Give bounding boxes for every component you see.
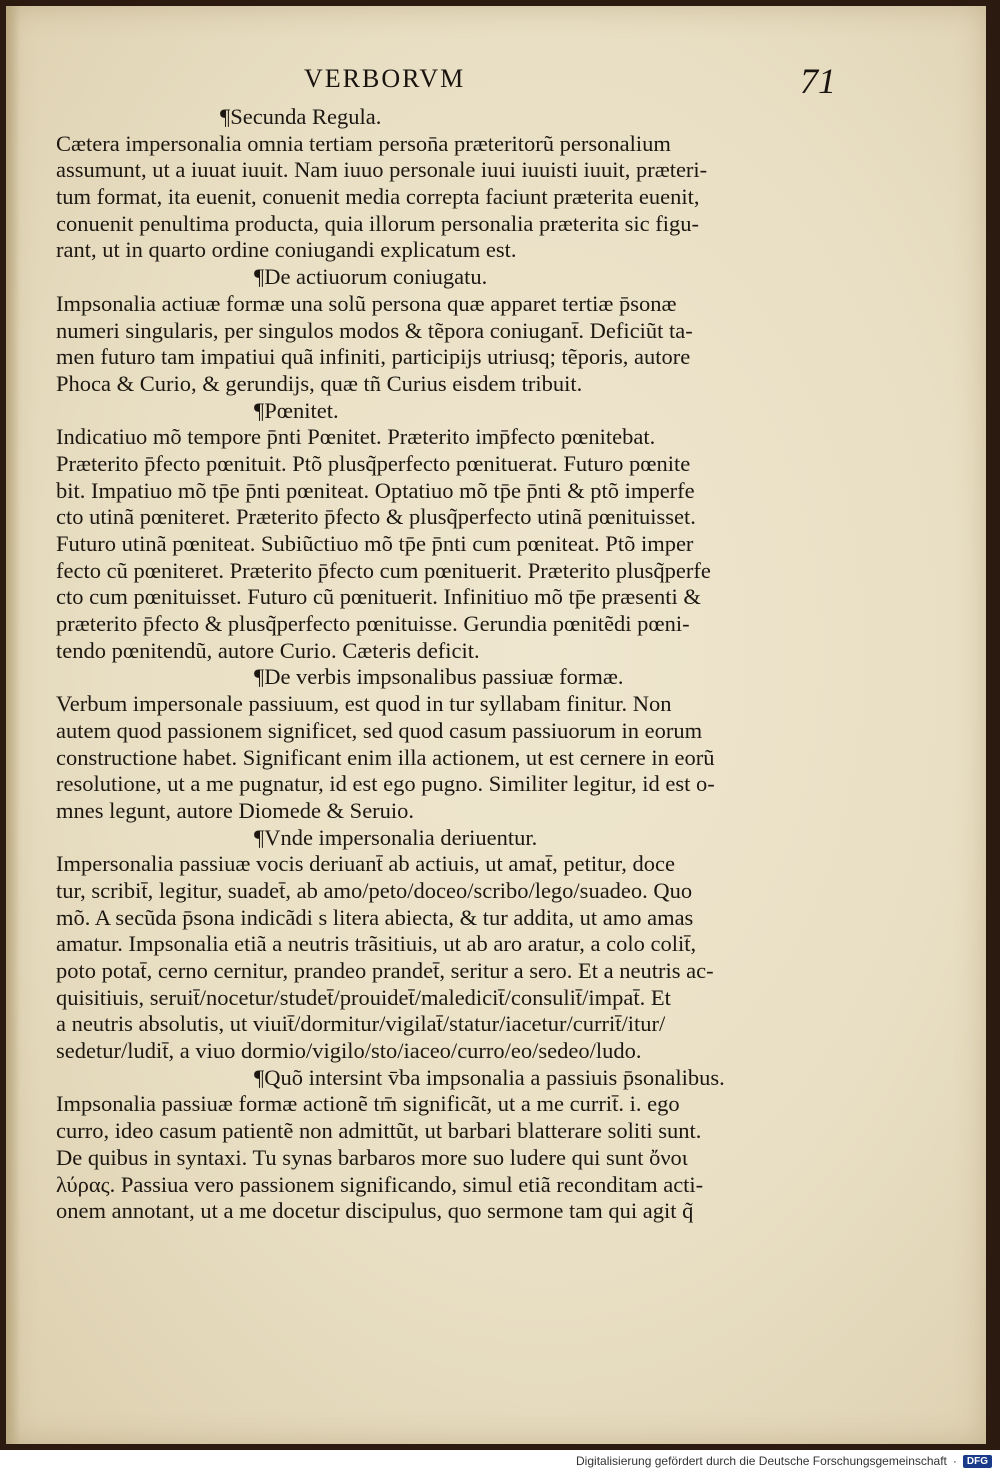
section-heading: ¶Vnde impersonalia deriuentur. bbox=[254, 824, 538, 850]
running-head: VERBORVM bbox=[304, 64, 466, 93]
text-line: Futuro utinã pœniteat. Subiũctiuo mõ tp̄e p̄nti cum pœniteat. Ptõ imper bbox=[56, 531, 694, 556]
text-line: poto potat̄, cerno cernitur, prandeo prandet̄, seritur a sero. Et a neutris ac- bbox=[56, 958, 714, 983]
text-line: præterito p̄fecto & plusq̃perfecto pœnituisse. Gerundia pœnitẽdi pœni- bbox=[56, 611, 690, 637]
text-line: sedetur/ludit̄, a viuo dormio/vigilo/sto/iaceo/curro/eo/sedeo/ludo. bbox=[56, 1038, 642, 1064]
text-line: De quibus in syntaxi. Tu synas barbaros more suo ludere qui sunt ὄνοι bbox=[56, 1144, 688, 1170]
section-heading: ¶Quõ intersint v̄ba impsonalia a passiuis p̄sonalibus. bbox=[254, 1064, 725, 1090]
text-line: autem quod passionem significet, sed quod casum passiuorum in eorum bbox=[56, 717, 703, 743]
dfg-logo-icon: DFG bbox=[963, 1455, 992, 1468]
text-line: numeri singularis, per singulos modos & tẽpora coniugant̄. Deficiũt ta- bbox=[56, 317, 693, 343]
section-heading: ¶De actiuorum coniugatu. bbox=[254, 264, 488, 290]
text-line: Cætera impersonalia omnia tertiam person̄a præteritorũ personalium bbox=[56, 130, 671, 156]
text-line: curro, ideo casum patientẽ non admittũt, ut barbari blatterare soliti sunt. bbox=[56, 1118, 702, 1144]
text-line: quisitiuis, seruit̄/nocetur/studet̄/prouidet̄/maledicit̄/consulit̄/impat̄. Et bbox=[56, 984, 671, 1010]
text-line: fecto cũ pœniteret. Præterito p̄fecto cum pœnituerit. Præterito plusq̃perfe bbox=[56, 557, 711, 583]
section-heading: ¶De verbis impsonalibus passiuæ formæ. bbox=[254, 664, 624, 690]
text-line: assumunt, ut a iuuat iuuit. Nam iuuo personale iuui iuuisti iuuit, præteri- bbox=[56, 157, 708, 183]
text-line: resolutione, ut a me pugnatur, id est ego pugno. Similiter legitur, id est o- bbox=[56, 771, 715, 797]
text-line: λύρας. Passiua vero passionem significando, simul etiã reconditam acti- bbox=[56, 1171, 704, 1197]
text-line: Impersonalia passiuæ vocis deriuant̄ ab actiuis, ut amat̄, petitur, doce bbox=[56, 851, 675, 877]
text-line: Impsonalia passiuæ formæ actionẽ tm̄ significãt, ut a me currit̄. i. ego bbox=[56, 1091, 680, 1117]
text-line: conuenit penultima producta, quia illorum personalia præterita sic figu- bbox=[56, 210, 699, 236]
credit-text: Digitalisierung gefördert durch die Deutsche Forschungsgemeinschaft bbox=[576, 1454, 947, 1468]
footer-credit: Digitalisierung gefördert durch die Deutsche Forschungsgemeinschaft · DFG bbox=[576, 1452, 992, 1470]
text-line: constructione habet. Significant enim illa actionem, ut est cernere in eorũ bbox=[56, 744, 715, 770]
text-line: Indicatiuo mõ tempore p̄nti Pœnitet. Præterito imp̄fecto pœnitebat. bbox=[56, 424, 656, 450]
text-line: tendo pœnitendũ, autore Curio. Cæteris deficit. bbox=[56, 637, 480, 663]
text-line: Impsonalia actiuæ formæ una solũ persona quæ apparet tertiæ p̄sonæ bbox=[56, 290, 677, 316]
section-heading: ¶Secunda Regula. bbox=[220, 104, 382, 129]
body-text bbox=[56, 104, 790, 1225]
text-line: a neutris absolutis, ut viuit̄/dormitur/vigilat̄/statur/iacetur/currit̄/itur/ bbox=[56, 1011, 666, 1037]
text-line: tum format, ita euenit, conuenit media correpta faciunt præterita euenit, bbox=[56, 184, 700, 210]
text-line: men futuro tam impatiui quã infiniti, participijs utriusq; tẽporis, autore bbox=[56, 344, 691, 370]
section-heading: ¶Pœnitet. bbox=[254, 397, 339, 423]
folio-number: 71 bbox=[800, 61, 836, 101]
text-line: bit. Impatiuo mõ tp̄e p̄nti pœniteat. Optatiuo mõ tp̄e p̄nti & ptõ imperfe bbox=[56, 477, 695, 503]
text-line: amatur. Impsonalia etiã a neutris trãsitiuis, ut ab aro aratur, a colo colit̄, bbox=[56, 931, 697, 957]
text-line: onem annotant, ut a me docetur discipulus, quo sermone tam qui agit q̃ bbox=[56, 1198, 694, 1224]
text-line: Præterito p̄fecto pœnituit. Ptõ plusq̃perfecto pœnituerat. Futuro pœnite bbox=[56, 450, 691, 476]
text-line: cto utinã pœniteret. Præterito p̄fecto & plusq̃perfecto utinã pœnituisset. bbox=[56, 504, 696, 530]
binding-gutter bbox=[6, 6, 20, 1444]
text-line: Verbum impersonale passiuum, est quod in tur syllabam finitur. Non bbox=[56, 691, 672, 717]
text-line: mõ. A secũda p̄sona indicãdi s litera abiecta, & tur addita, ut amo amas bbox=[56, 904, 694, 930]
text-line: mnes legunt, autore Diomede & Seruio. bbox=[56, 797, 415, 823]
text-line: rant, ut in quarto ordine coniugandi explicatum est. bbox=[56, 237, 517, 263]
text-line: tur, scribit̄, legitur, suadet̄, ab amo/peto/doceo/scribo/lego/suadeo. Quo bbox=[56, 877, 693, 903]
text-line: cto cum pœnituisset. Futuro cũ pœnituerit. Infinitiuo mõ tp̄e præsenti & bbox=[56, 584, 701, 610]
text-line: Phoca & Curio, & gerundijs, quæ tñ Curius eisdem tribuit. bbox=[56, 370, 583, 396]
